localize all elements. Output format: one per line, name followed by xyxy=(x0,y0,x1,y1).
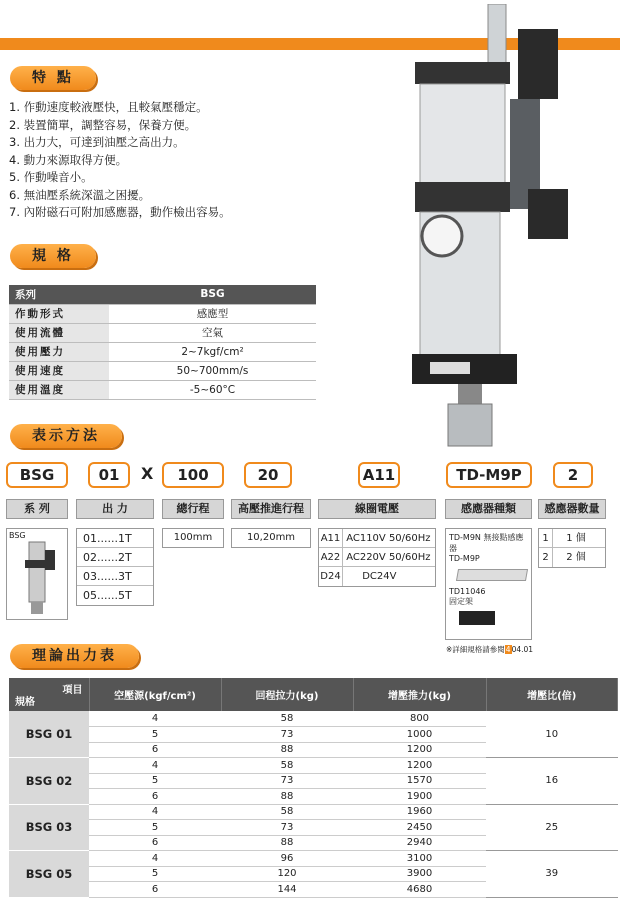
series-caption: BSG xyxy=(9,531,26,540)
section-title-features: 特 點 xyxy=(10,66,96,90)
series-product-icon xyxy=(9,540,65,616)
table-cell: 58 xyxy=(221,711,353,727)
boost-ratio: 16 xyxy=(486,758,618,805)
stroke-option xyxy=(162,528,224,548)
sensor-count-options xyxy=(538,528,606,568)
spec-group: BSG 05 xyxy=(9,851,89,898)
corner-bottom: 規格 xyxy=(15,697,35,708)
spec-value: 50~700mm/s xyxy=(109,361,316,380)
bracket-a-label: TD11046 xyxy=(449,587,486,596)
sensor-a-label: TD-M9N 無接點感應器 xyxy=(449,533,524,553)
col-boost-force: 增壓推力(kg) xyxy=(353,678,486,711)
spec-header-label: 系列 xyxy=(9,285,109,304)
col-ratio: 增壓比(倍) xyxy=(486,678,618,711)
feature-item: 5. 作動噪音小。 xyxy=(9,170,93,184)
label-series: 系 列 xyxy=(6,499,68,519)
table-row xyxy=(9,711,618,727)
label-sensor: 感應器種類 xyxy=(445,499,532,519)
label-stroke: 總行程 xyxy=(162,499,224,519)
section-title-output: 理論出力表 xyxy=(10,644,139,668)
voltage-value: AC110V 50/60Hz xyxy=(346,533,431,544)
corner-top: 項目 xyxy=(62,685,83,696)
sensor-options xyxy=(445,528,532,640)
feature-item: 3. 出力大，可達到油壓之高出力。 xyxy=(9,135,185,149)
table-cell: 6 xyxy=(89,882,221,898)
code-stroke: 100 xyxy=(162,462,224,488)
bracket-b-label: 固定架 xyxy=(449,597,473,606)
col-pressure: 空壓源(kgf/cm²) xyxy=(89,678,221,711)
spec-value: -5~60°C xyxy=(109,380,316,399)
table-cell: 3100 xyxy=(353,851,486,867)
spec-table xyxy=(9,285,316,400)
table-cell: 88 xyxy=(221,835,353,851)
label-sensor-count: 感應器數量 xyxy=(538,499,606,519)
code-voltage: A11 xyxy=(358,462,400,488)
feature-item: 7. 內附磁石可附加感應器，動作檢出容易。 xyxy=(9,205,231,219)
feature-item: 1. 作動速度較液壓快，且較氣壓穩定。 xyxy=(9,100,208,114)
output-table xyxy=(9,678,618,898)
table-cell: 58 xyxy=(221,758,353,774)
table-cell: 1200 xyxy=(353,742,486,758)
table-cell: 3900 xyxy=(353,866,486,882)
voltage-value: DC24V xyxy=(362,571,397,582)
force-option: 03......3T xyxy=(77,567,153,586)
table-cell: 4 xyxy=(89,804,221,820)
code-force: 01 xyxy=(88,462,130,488)
table-cell: 6 xyxy=(89,789,221,805)
table-cell: 4 xyxy=(89,711,221,727)
count-value: 2 個 xyxy=(566,552,586,563)
feature-item: 6. 無油壓系統深溫之困擾。 xyxy=(9,187,151,202)
table-cell: 4 xyxy=(89,758,221,774)
table-cell: 96 xyxy=(221,851,353,867)
voltage-options xyxy=(318,528,436,587)
table-cell: 58 xyxy=(221,804,353,820)
section-title-order: 表示方法 xyxy=(10,424,122,448)
col-return-force: 回程拉力(kg) xyxy=(221,678,353,711)
code-separator: X xyxy=(141,464,154,483)
table-cell: 73 xyxy=(221,773,353,789)
table-cell: 2940 xyxy=(353,835,486,851)
table-cell: 88 xyxy=(221,789,353,805)
count-option xyxy=(539,529,605,548)
spec-key: 使用速度 xyxy=(9,361,109,380)
code-sensor-count: 2 xyxy=(553,462,593,488)
force-option: 01......1T xyxy=(77,529,153,548)
spec-group: BSG 02 xyxy=(9,758,89,805)
table-cell: 800 xyxy=(353,711,486,727)
force-options xyxy=(76,528,154,606)
table-row xyxy=(9,758,618,774)
table-cell: 1960 xyxy=(353,804,486,820)
table-cell: 6 xyxy=(89,742,221,758)
note-pre: ※詳細規格請參閱 xyxy=(446,645,505,654)
force-option: 05......5T xyxy=(83,589,132,602)
voltage-value: AC220V 50/60Hz xyxy=(346,552,431,563)
table-cell: 88 xyxy=(221,742,353,758)
spec-value: 空氣 xyxy=(109,323,316,342)
label-hp-stroke: 高壓推進行程 xyxy=(231,499,311,519)
table-cell: 4 xyxy=(89,851,221,867)
count-option xyxy=(539,548,605,567)
table-row xyxy=(9,851,618,867)
spec-key: 使用溫度 xyxy=(9,380,109,399)
count-num: 2 xyxy=(539,548,553,567)
stroke-value: 100mm xyxy=(173,532,213,543)
spec-group: BSG 03 xyxy=(9,804,89,851)
spec-key: 作動形式 xyxy=(9,304,109,323)
table-cell: 5 xyxy=(89,773,221,789)
boost-ratio: 10 xyxy=(486,711,618,758)
label-force: 出 力 xyxy=(76,499,154,519)
table-cell: 4680 xyxy=(353,882,486,898)
label-voltage: 線圈電壓 xyxy=(318,499,436,519)
code-series: BSG xyxy=(6,462,68,488)
spec-key: 使用流體 xyxy=(9,323,109,342)
voltage-option xyxy=(319,529,435,548)
table-cell: 1000 xyxy=(353,727,486,743)
note-post: 04.01 xyxy=(511,645,534,654)
corner-header xyxy=(9,678,89,711)
feature-item: 4. 動力來源取得方便。 xyxy=(9,152,128,167)
hp-stroke-option xyxy=(231,528,311,548)
force-option: 02......2T xyxy=(77,548,153,567)
voltage-option xyxy=(319,567,435,586)
spec-value: 2~7kgf/cm² xyxy=(109,342,316,361)
voltage-code: A11 xyxy=(319,529,343,548)
table-cell: 5 xyxy=(89,866,221,882)
boost-ratio: 39 xyxy=(486,851,618,898)
product-image xyxy=(410,4,590,452)
note-num: 4 xyxy=(505,645,511,654)
table-cell: 5 xyxy=(89,727,221,743)
spec-header-value: BSG xyxy=(109,285,316,304)
table-cell: 120 xyxy=(221,866,353,882)
spec-value: 感應型 xyxy=(109,304,316,323)
voltage-code: D24 xyxy=(319,567,343,586)
boost-ratio: 25 xyxy=(486,804,618,851)
table-cell: 6 xyxy=(89,835,221,851)
series-option xyxy=(6,528,68,620)
table-cell: 144 xyxy=(221,882,353,898)
spec-group: BSG 01 xyxy=(9,711,89,758)
table-cell: 1570 xyxy=(353,773,486,789)
spec-key: 使用壓力 xyxy=(9,342,109,361)
bracket-icon xyxy=(459,611,495,625)
sensor-b-label: TD-M9P xyxy=(449,554,480,563)
count-num: 1 xyxy=(539,529,553,548)
voltage-option xyxy=(319,548,435,567)
features-list xyxy=(9,99,231,222)
hp-stroke-value: 10,20mm xyxy=(246,532,296,543)
code-sensor: TD-M9P xyxy=(446,462,532,488)
table-cell: 73 xyxy=(221,820,353,836)
voltage-code: A22 xyxy=(319,548,343,567)
code-hp-stroke: 20 xyxy=(244,462,292,488)
feature-item: 2. 裝置簡單，調整容易，保養方便。 xyxy=(9,117,197,132)
table-cell: 1200 xyxy=(353,758,486,774)
table-cell: 2450 xyxy=(353,820,486,836)
table-cell: 1900 xyxy=(353,789,486,805)
table-cell: 5 xyxy=(89,820,221,836)
sensor-icon xyxy=(456,569,528,581)
count-value: 1 個 xyxy=(566,533,586,544)
table-cell: 73 xyxy=(221,727,353,743)
table-row xyxy=(9,804,618,820)
section-title-spec: 規 格 xyxy=(10,244,96,268)
spec-note xyxy=(446,644,533,655)
